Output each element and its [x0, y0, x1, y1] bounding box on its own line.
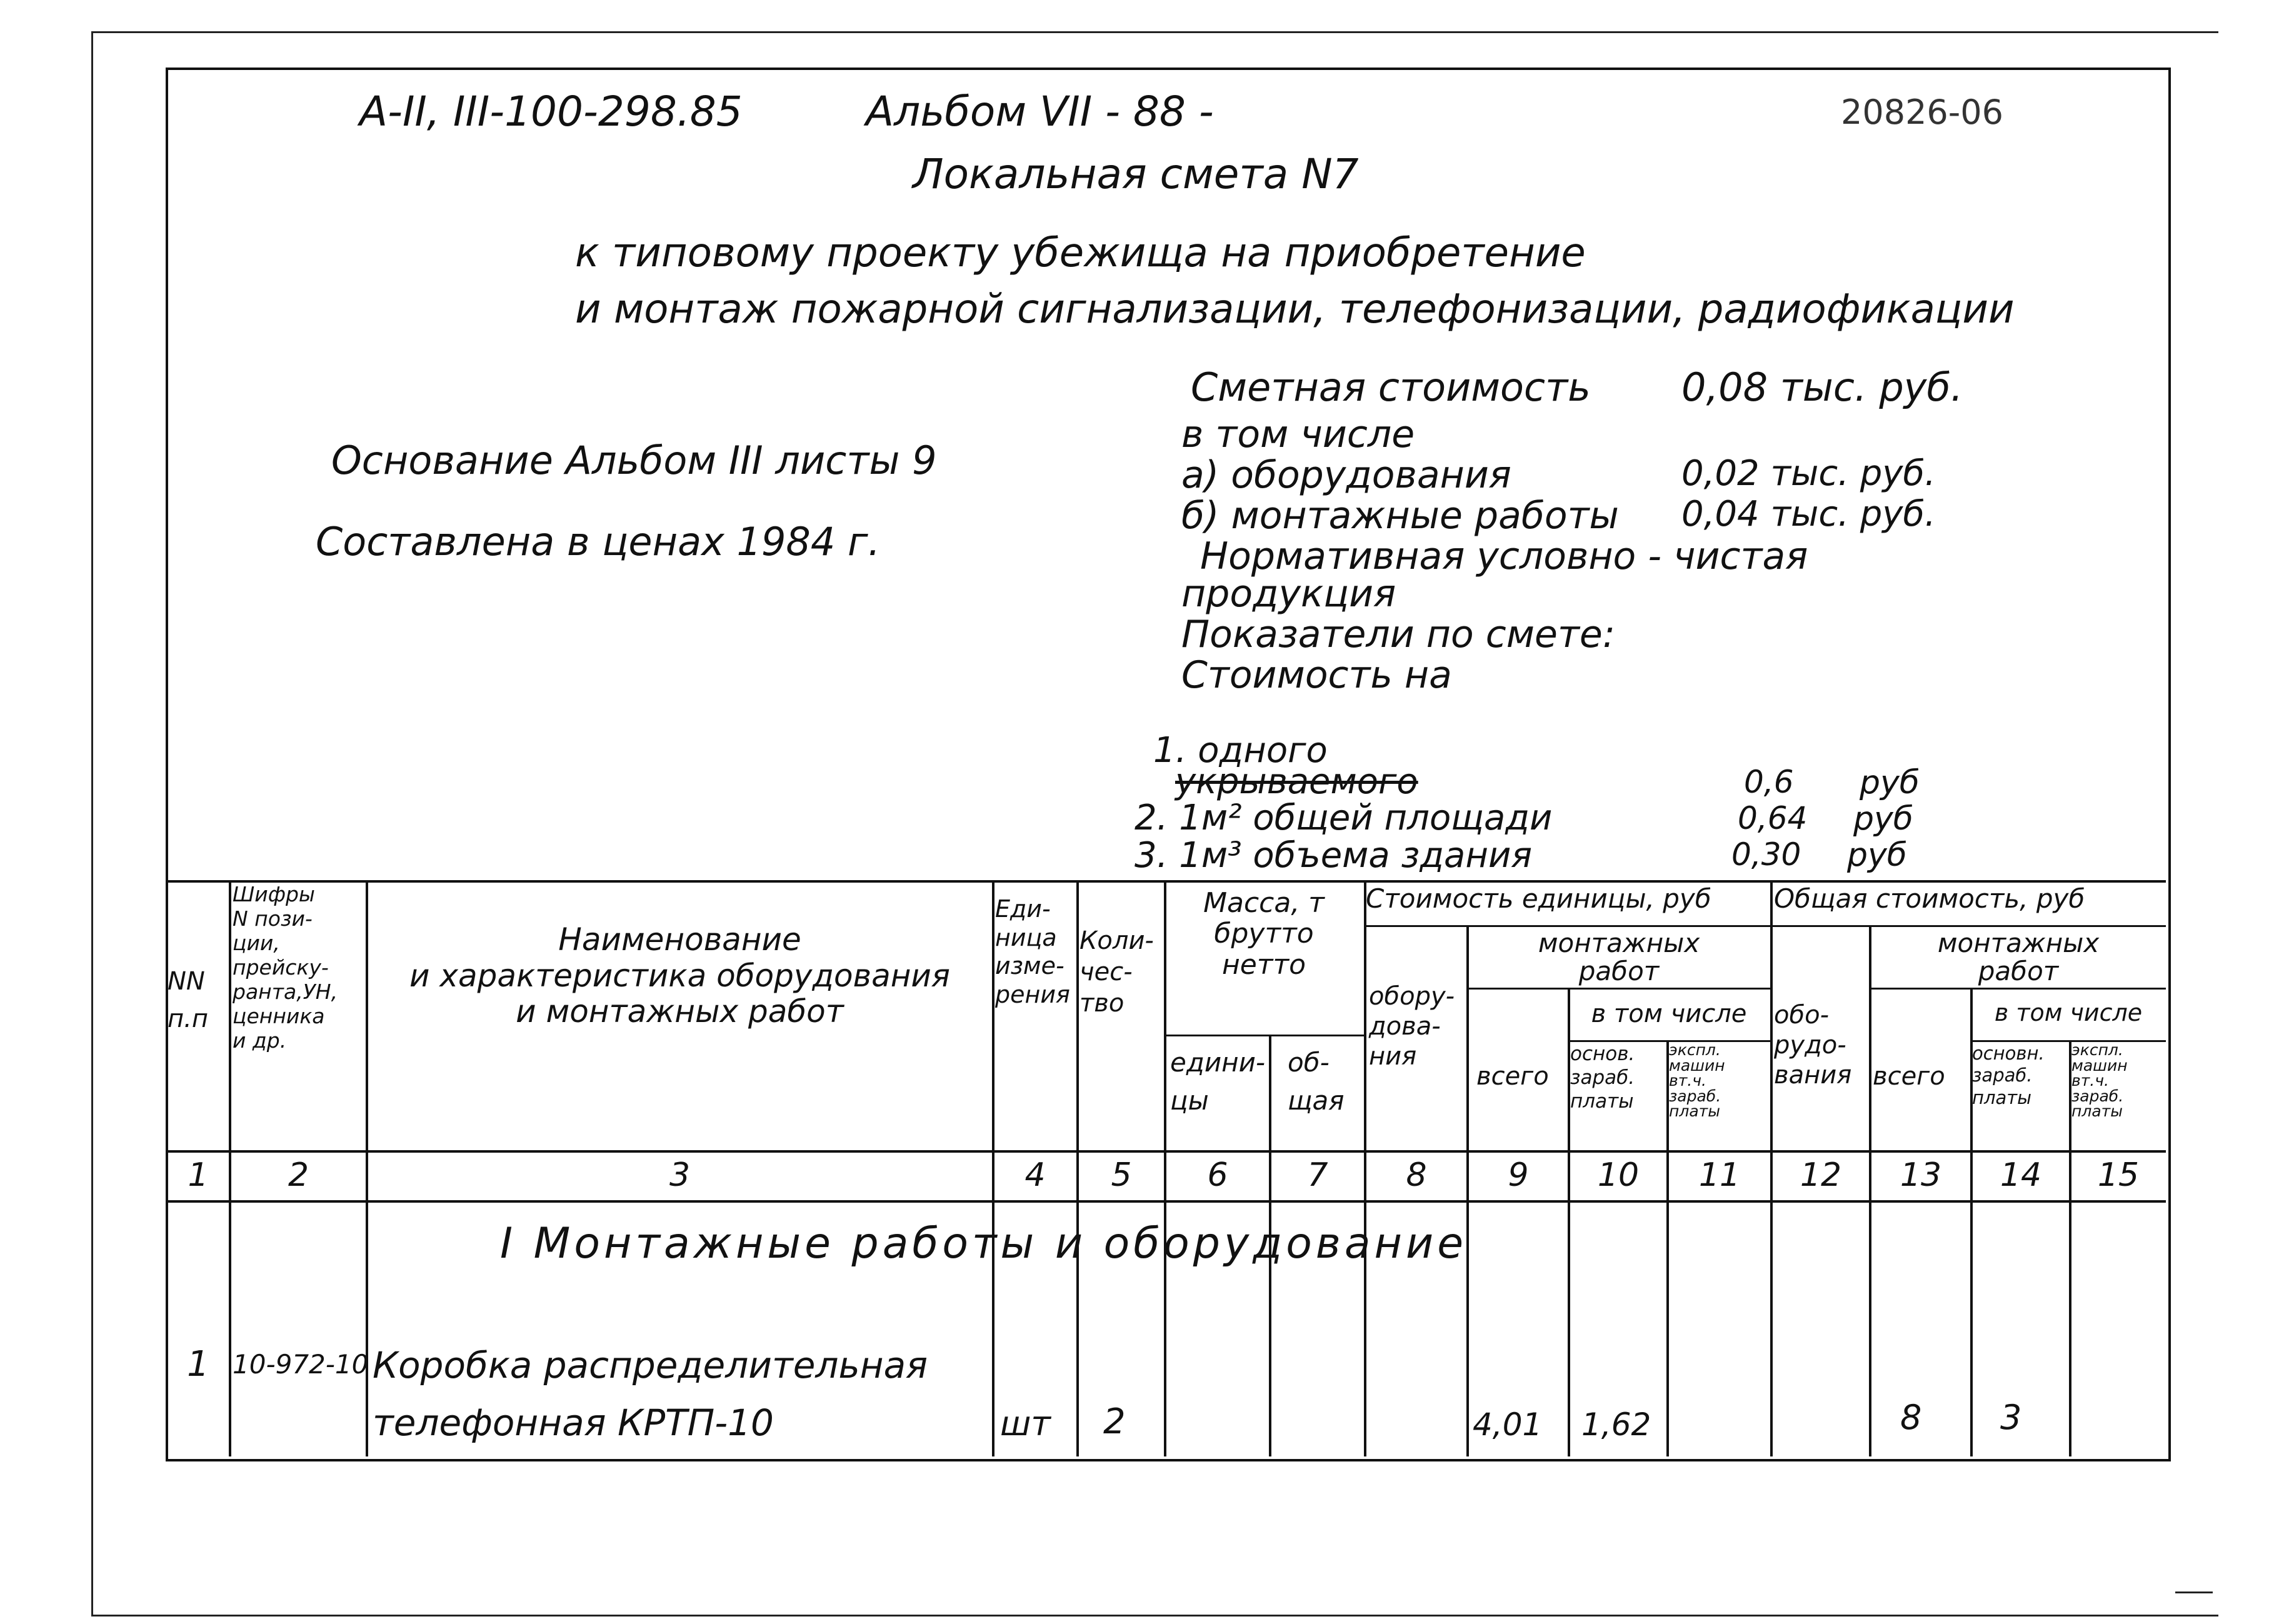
doc-number: 20826-06: [1841, 93, 2003, 132]
header-incl-1: в том числе: [1591, 1000, 1747, 1028]
row-1-c14: 3: [2000, 1398, 2022, 1437]
header-nn: NN п.п: [168, 967, 209, 1033]
install-works-line-1: [1466, 988, 1770, 990]
header-mass-unit: едини- цы: [1170, 1047, 1266, 1116]
row-1-num: 1: [187, 1344, 209, 1385]
mass-sub-line: [1164, 1035, 1364, 1036]
page-edge-mark: [2175, 1591, 2213, 1593]
row-1-code: 10-972-10: [233, 1349, 369, 1380]
incl-line-2: [1970, 1040, 2166, 1042]
colnum-2: 2: [288, 1156, 309, 1194]
album-label: Альбом VII - 88 -: [866, 88, 1214, 136]
header-base-wage-2: основн. зараб. платы: [1972, 1043, 2045, 1108]
header-base-wage-1: основ. зараб. платы: [1570, 1043, 1635, 1113]
header-total-2: всего: [1873, 1062, 1945, 1091]
header-mass-total: об- щая: [1288, 1047, 1345, 1116]
row-1-name-line-1: Коробка распределительная: [373, 1344, 928, 1386]
colnum-6: 6: [1207, 1156, 1228, 1194]
estimated-cost-label: Сметная стоимость: [1191, 364, 1591, 410]
indicator-1-value: 0,6: [1744, 764, 1794, 800]
equipment-label: а) оборудования: [1181, 453, 1511, 497]
header-equipment-1: обору- дова- ния: [1369, 982, 1455, 1071]
including-label: в том числе: [1181, 413, 1415, 456]
normative-line-2: продукция: [1181, 572, 1396, 616]
colnum-11: 11: [1698, 1156, 1741, 1194]
estimated-cost-value: 0,08 тыс. руб.: [1681, 364, 1963, 410]
header-code: Шифры N пози- ции, прейску- ранта,УН, ценника и др.: [233, 882, 338, 1053]
colnum-15: 15: [2097, 1156, 2140, 1194]
header-total-cost: Общая стоимость, руб: [1774, 883, 2085, 914]
header-machines-2: экспл. машин вт.ч. зараб. платы: [2071, 1041, 2128, 1120]
indicator-3-label: 3. 1м³ объема здания: [1134, 835, 1533, 876]
unitcost-sub-line: [1364, 925, 2166, 927]
indicator-1-line-1: 1. одного: [1153, 730, 1328, 771]
header-total-1: всего: [1476, 1062, 1549, 1091]
colnum-14: 14: [2000, 1156, 2042, 1194]
doc-code: А-II, III-100-298.85: [359, 88, 743, 136]
colnum-10: 10: [1597, 1156, 1640, 1194]
subtitle-line-2: и монтаж пожарной сигнализации, телефонизации, радиофикации: [575, 286, 2015, 333]
row-1-c10: 1,62: [1581, 1406, 1651, 1443]
section-title: I Монтажные работы и оборудование: [500, 1219, 1468, 1268]
installation-label: б) монтажные работы: [1181, 494, 1619, 538]
indicator-2-value: 0,64: [1738, 800, 1808, 836]
colnum-1: 1: [188, 1156, 209, 1194]
colnum-8: 8: [1406, 1156, 1427, 1194]
row-1-c9: 4,01: [1473, 1406, 1543, 1443]
colnum-5: 5: [1111, 1156, 1132, 1194]
header-name: Наименование и характеристика оборудования и монтажных работ: [409, 921, 951, 1030]
indicator-1-line-2: укрываемого: [1175, 761, 1418, 802]
indicator-3-unit: руб: [1847, 836, 1907, 874]
colnum-13: 13: [1900, 1156, 1942, 1194]
indicator-2-unit: руб: [1853, 800, 1913, 838]
colnum-9: 9: [1508, 1156, 1529, 1194]
row-1-name-line-2: телефонная КРТП-10: [373, 1401, 774, 1444]
colnum-12: 12: [1800, 1156, 1842, 1194]
indicator-1-unit: руб: [1860, 764, 1920, 801]
header-install-works-1: монтажных работ: [1538, 928, 1700, 987]
colnum-7: 7: [1307, 1156, 1328, 1194]
indicator-2-label: 2. 1м² общей площади: [1134, 798, 1553, 838]
header-incl-2: в том числе: [1994, 999, 2143, 1026]
installation-value: 0,04 тыс. руб.: [1681, 494, 1936, 534]
header-install-works-2: монтажных работ: [1937, 928, 2100, 987]
header-equipment-2: обо- рудо- вания: [1774, 1001, 1852, 1090]
doc-title: Локальная смета N7: [913, 150, 1359, 198]
indicators-label: Показатели по смете:: [1181, 613, 1616, 656]
indicator-3-value: 0,30: [1731, 836, 1801, 873]
row-1-qty: 2: [1103, 1401, 1126, 1442]
subtitle-line-1: к типовому проекту убежища на приобретение: [575, 230, 1586, 276]
cost-for-label: Стоимость на: [1181, 653, 1452, 697]
row-1-unit: шт: [1000, 1404, 1051, 1443]
basis-text: Основание Альбом III листы 9: [331, 438, 937, 483]
header-mass: Масса, т брутто нетто: [1203, 887, 1325, 981]
header-unit: Еди- ница изме- рения: [995, 895, 1070, 1008]
header-machines-1: экспл. машин вт.ч. зараб. платы: [1669, 1041, 1725, 1120]
prices-text: Составлена в ценах 1984 г.: [316, 519, 881, 564]
header-unit-cost: Стоимость единицы, руб: [1366, 883, 1711, 914]
colnum-4: 4: [1024, 1156, 1046, 1194]
equipment-value: 0,02 тыс. руб.: [1681, 453, 1936, 494]
header-qty: Коли- чес- тво: [1079, 926, 1154, 1018]
normative-line-1: Нормативная условно - чистая: [1200, 534, 1808, 578]
colnum-3: 3: [669, 1156, 691, 1194]
install-works-line-2: [1869, 988, 2166, 990]
row-1-c13: 8: [1900, 1398, 1922, 1437]
